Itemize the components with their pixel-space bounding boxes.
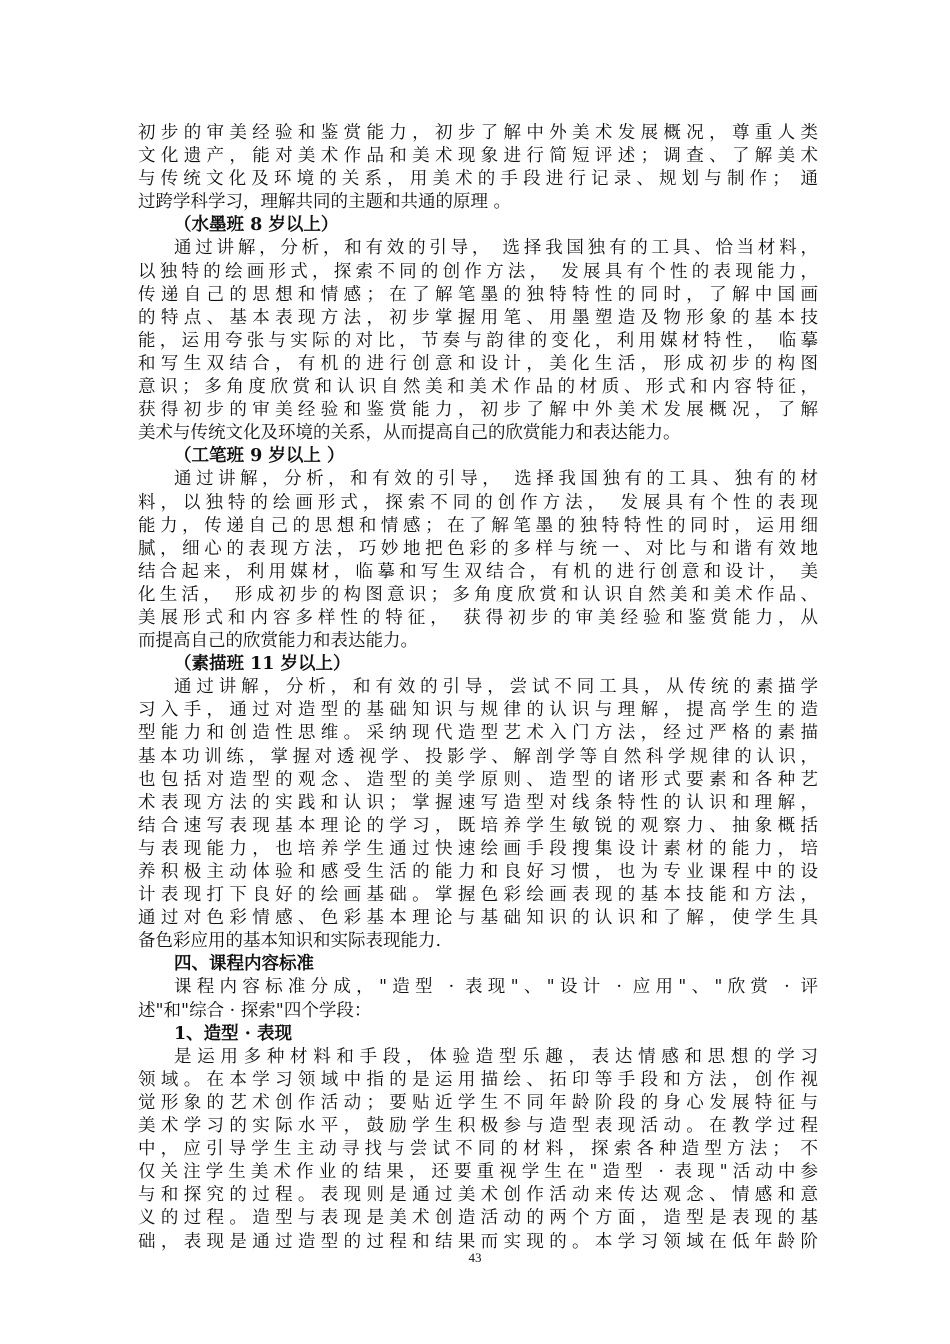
text-line: 美展形式和内容多样性的特征， 获得初步的审美经验和鉴赏能力，从 <box>138 607 818 628</box>
text-line: 结合速写表现基本理论的学习，既培养学生敏锐的观察力、抽象概括 <box>138 815 818 836</box>
text-line: 美术与传统文化及环境的关系，从而提高自己的欣赏能力和表达能力。 <box>138 423 681 444</box>
text-line: 型能力和创造性思维。采纳现代造型艺术入门方法，经过严格的素描 <box>138 723 818 744</box>
text-line: 也包括对造型的观念、造型的美学原则、造型的诸形式要素和各种艺 <box>138 769 818 790</box>
section-heading: （工笔班 9 岁以上 ） <box>174 446 345 467</box>
paragraph <box>138 122 818 214</box>
paragraph <box>138 1046 818 1254</box>
paragraph <box>138 976 818 1022</box>
text-line: 习入手，通过对造型的基础知识与规律的认识与理解，提高学生的造 <box>138 700 818 721</box>
text-line: 与和探究的过程。表现则是通过美术创作活动来传达观念、情感和意 <box>138 1185 818 1206</box>
text-line: 通过对色彩情感、色彩基本理论与基础知识的认识和了解，使学生具 <box>138 908 818 929</box>
text-line: 意识；多角度欣赏和认识自然美和美术作品的材质、形式和内容特征， <box>138 377 818 398</box>
text-line: 文化遗产，能对美术作品和美术现象进行简短评述；调查、了解美术 <box>138 146 818 167</box>
section-heading: （素描班 11 岁以上） <box>174 654 351 675</box>
paragraph <box>138 237 818 445</box>
text-line: 备色彩应用的基本知识和实际表现能力. <box>138 931 442 952</box>
text-line: 过跨学科学习，理解共同的主题和共通的原理 。 <box>138 192 512 213</box>
section-heading: 四、课程内容标准 <box>174 954 314 975</box>
paragraph <box>138 468 818 653</box>
page-number: 43 <box>468 1250 482 1265</box>
text-line: 述"和"综合 · 探索"四个学段： <box>138 1000 372 1021</box>
text-line: 传递自己的思想和情感；在了解笔墨的独特特性的同时，了解中国画 <box>138 284 818 305</box>
text-line: 与表现能力，也培养学生通过快速绘画手段搜集设计素材的能力，培 <box>138 838 818 859</box>
text-line: 和写生双结合，有机的进行创意和设计，美化生活，形成初步的构图 <box>138 353 818 374</box>
document-body <box>138 122 818 1254</box>
text-line: 美术学习的实际水平，鼓励学生积极参与造型表现活动。在教学过程 <box>138 1116 818 1137</box>
text-line: 基本功训练，掌握对透视学、投影学、解剖学等自然科学规律的认识， <box>138 746 818 767</box>
text-line: 与传统文化及环境的关系，用美术的手段进行记录、规划与制作； 通 <box>138 169 818 190</box>
text-line: 料，以独特的绘画形式，探索不同的创作方法， 发展具有个性的表现 <box>138 492 818 513</box>
text-line: 仅关注学生美术作业的结果，还要重视学生在"造型 · 表现"活动中参 <box>138 1162 818 1183</box>
text-line: 中，应引导学生主动寻找与尝试不同的材料，探索各种造型方法； 不 <box>138 1139 818 1160</box>
paragraph <box>138 676 818 953</box>
text-line: 能力，传递自己的思想和情感；在了解笔墨的独特特性的同时，运用细 <box>138 515 818 536</box>
text-line: 是运用多种材料和手段，体验造型乐趣，表达情感和思想的学习 <box>174 1046 818 1067</box>
text-line: 腻，细心的表现方法，巧妙地把色彩的多样与统一、对比与和谐有效地 <box>138 538 818 559</box>
text-line: 而提高自己的欣赏能力和表达能力。 <box>138 631 418 652</box>
text-line: 领域。在本学习领域中指的是运用描绘、拓印等手段和方法，创作视 <box>138 1069 818 1090</box>
section-heading: （水墨班 8 岁以上） <box>174 215 339 236</box>
text-line: 计表现打下良好的绘画基础。掌握色彩绘画表现的基本技能和方法， <box>138 885 818 906</box>
text-line: 觉形象的艺术创作活动；要贴近学生不同年龄阶段的身心发展特征与 <box>138 1092 818 1113</box>
text-line: 获得初步的审美经验和鉴赏能力，初步了解中外美术发展概况，了解 <box>138 400 818 421</box>
text-line: 通过讲解，分析，和有效的引导， 选择我国独有的工具、独有的材 <box>174 469 818 490</box>
text-line: 通过讲解，分析，和有效的引导， 选择我国独有的工具、恰当材料， <box>174 238 818 259</box>
text-line: 结合起来，利用媒材，临摹和写生双结合，有机的进行创意和设计， 美 <box>138 561 818 582</box>
text-line: 初步的审美经验和鉴赏能力，初步了解中外美术发展概况，尊重人类 <box>138 123 818 143</box>
text-line: 化生活， 形成初步的构图意识；多角度欣赏和认识自然美和美术作品、 <box>138 584 818 605</box>
text-line: 通过讲解，分析，和有效的引导，尝试不同工具，从传统的素描学 <box>174 677 818 698</box>
section-heading: 1、造型 · 表现 <box>174 1023 292 1044</box>
text-line: 以独特的绘画形式，探索不同的创作方法， 发展具有个性的表现能力， <box>138 261 818 282</box>
text-line: 课程内容标准分成，"造型 · 表现"、"设计 · 应用"、"欣赏 · 评 <box>174 977 818 998</box>
text-line: 义的过程。造型与表现是美术创造活动的两个方面，造型是表现的基 <box>138 1208 818 1229</box>
text-line: 能，运用夸张与实际的对比，节奏与韵律的变化，利用媒材特性， 临摹 <box>138 330 818 351</box>
text-line: 养积极主动体验和感受生活的能力和良好习惯，也为专业课程中的设 <box>138 862 818 882</box>
text-line: 础，表现是通过造型的过程和结果而实现的。本学习领域在低年龄阶 <box>138 1231 818 1252</box>
text-line: 术表现方法的实践和认识；掌握速写造型对线条特性的认识和理解， <box>138 792 818 813</box>
text-line: 的特点、基本表现方法，初步掌握用笔、用墨塑造及物形象的基本技 <box>138 307 818 328</box>
